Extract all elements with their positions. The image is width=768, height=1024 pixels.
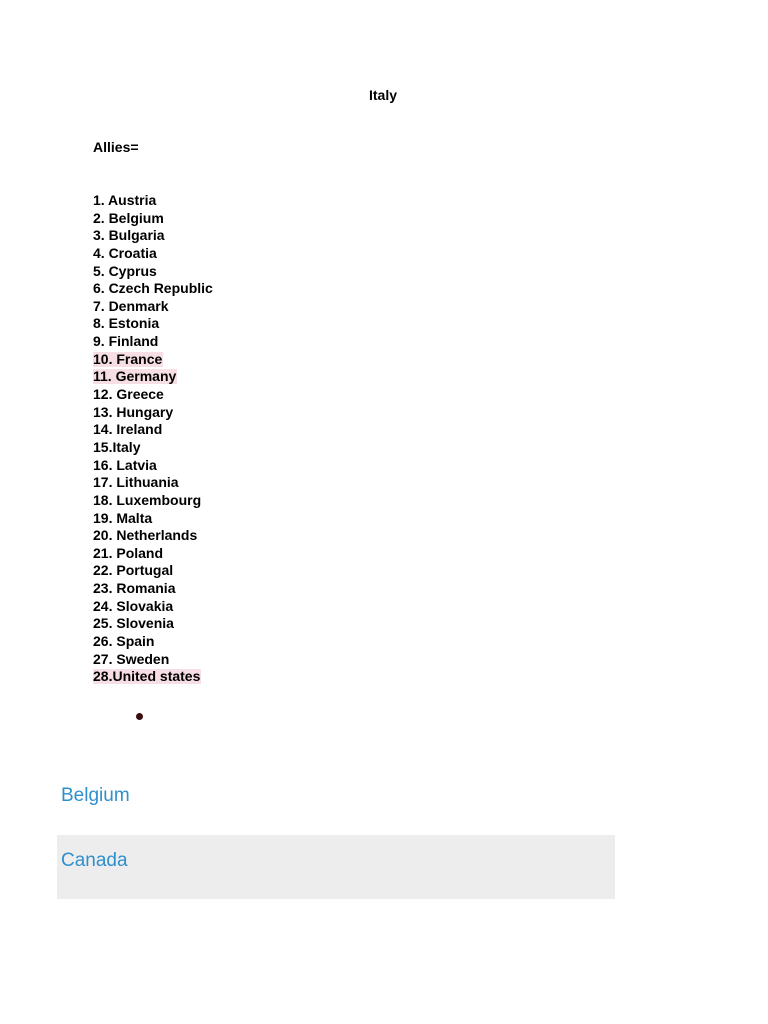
list-item-text: 13. Hungary [93, 403, 174, 420]
list-item-text: 20. Netherlands [93, 527, 198, 544]
list-item [93, 245, 214, 263]
list-item-text: 18. Luxembourg [93, 491, 202, 508]
list-item [93, 562, 214, 580]
list-item [93, 263, 214, 281]
list-item-text: 21. Poland [93, 544, 164, 561]
list-item-text: 9. Finland [93, 333, 159, 350]
list-item [93, 210, 214, 228]
allies-heading: Allies= [93, 139, 139, 155]
list-item-text: 6. Czech Republic [93, 280, 213, 297]
list-item [93, 615, 214, 633]
link-belgium[interactable]: Belgium [61, 785, 130, 806]
list-item-text: 26. Spain [93, 633, 155, 650]
list-item-text: 28.United states [93, 668, 201, 685]
list-item [93, 404, 214, 422]
list-item [93, 368, 214, 386]
list-item [93, 580, 214, 598]
list-item [93, 474, 214, 492]
list-item [93, 333, 214, 351]
list-item-text: 12. Greece [93, 386, 164, 403]
list-item [93, 315, 214, 333]
list-item [93, 492, 214, 510]
list-item-text: 16. Latvia [93, 456, 157, 473]
list-item [93, 633, 214, 651]
list-item [93, 280, 214, 298]
list-item-text: 8. Estonia [93, 315, 160, 332]
list-item-text: 23. Romania [93, 580, 176, 597]
list-item-text: 27. Sweden [93, 650, 170, 667]
list-item-text: 25. Slovenia [93, 615, 174, 632]
list-item [93, 439, 214, 457]
list-item [93, 457, 214, 475]
list-item [93, 527, 214, 545]
list-item-text: 19. Malta [93, 509, 153, 526]
list-item-text: 17. Lithuania [93, 474, 179, 491]
bullet-icon [136, 713, 143, 720]
list-item [93, 651, 214, 669]
page-title: Italy [368, 87, 397, 103]
list-item-text: 5. Cyprus [93, 262, 157, 279]
list-item [93, 227, 214, 245]
list-item-text: 1. Austria [93, 192, 157, 208]
list-item-text: 10. France [93, 350, 163, 367]
list-item-text: 7. Denmark [93, 297, 169, 314]
country-list [93, 192, 214, 686]
list-item [93, 598, 214, 616]
list-item-text: 15.Italy [93, 438, 141, 455]
list-item-text: 24. Slovakia [93, 597, 174, 614]
list-item [93, 192, 214, 210]
list-item-text: 2. Belgium [93, 209, 164, 226]
list-item [93, 668, 214, 686]
list-item [93, 421, 214, 439]
list-item [93, 351, 214, 369]
list-item-text: 14. Ireland [93, 421, 163, 438]
list-item-text: 11. Germany [93, 368, 177, 385]
list-item [93, 545, 214, 563]
list-item-text: 4. Croatia [93, 244, 157, 261]
list-item [93, 298, 214, 316]
list-item-text: 22. Portugal [93, 562, 174, 579]
list-item-text: 3. Bulgaria [93, 227, 165, 244]
list-item [93, 386, 214, 404]
list-item [93, 510, 214, 528]
link-canada[interactable]: Canada [57, 835, 615, 899]
